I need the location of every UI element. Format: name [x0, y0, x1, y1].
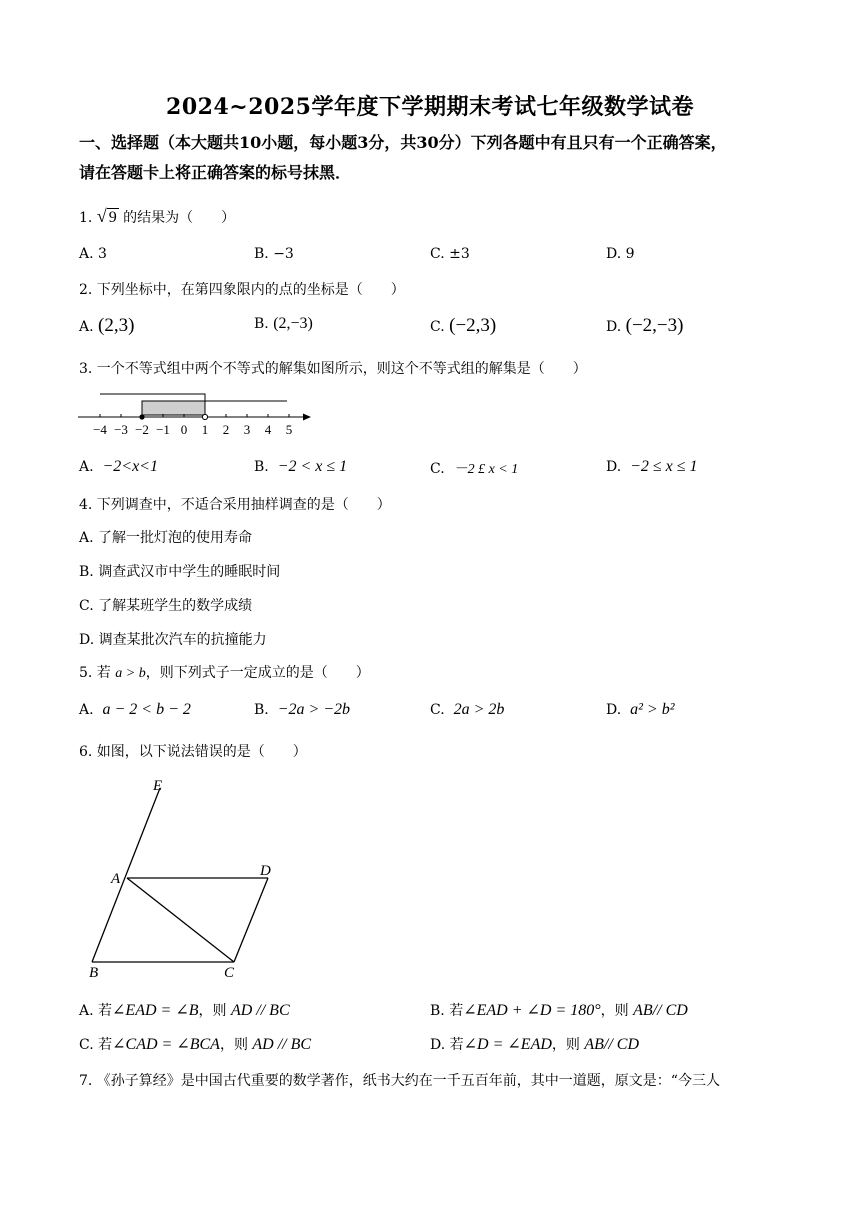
q4-option-c: C. 了解某班学生的数学成绩 [79, 598, 253, 614]
number-line-tick-label: 2 [222, 422, 230, 437]
number-line-tick-label: −4 [93, 422, 107, 437]
number-line-tick-label: 3 [243, 422, 251, 437]
q3-option-c: C. －2 £ x < 1 [430, 461, 519, 477]
point-label-d: D [260, 863, 271, 879]
number-line-tick-label: −1 [156, 422, 170, 437]
q4-option-a: A. 了解一批灯泡的使用寿命 [79, 530, 253, 546]
question-4: 4. 下列调查中，不适合采用抽样调查的是（ ） [79, 497, 391, 513]
q2-option-b: B. (2,−3) [254, 315, 313, 332]
q6-option-c: C. 若∠CAD = ∠BCA，则 AD // BC [79, 1036, 312, 1053]
q4-option-d: D. 调查某批次汽车的抗撞能力 [79, 632, 267, 648]
q3-option-b: B. −2 < x ≤ 1 [254, 458, 348, 475]
q6-option-d: D. 若∠D = ∠EAD，则 AB// CD [430, 1036, 640, 1053]
open-point-1 [202, 414, 207, 419]
section-heading [79, 128, 789, 188]
question-5: 5. 若 a > b，则下列式子一定成立的是（ ） [79, 665, 370, 681]
q5-option-a: A. a − 2 < b − 2 [79, 701, 191, 718]
q4-option-b: B. 调查武汉市中学生的睡眠时间 [79, 564, 281, 580]
point-label-a: A [111, 871, 121, 887]
q5-option-c: C. 2a > 2b [430, 701, 505, 718]
q1-option-c: C. ±3 [430, 246, 470, 262]
question-1 [79, 206, 235, 227]
point-label-c: C [224, 965, 235, 981]
question-1-number: 1. [79, 210, 93, 226]
segment-dc [234, 878, 268, 962]
number-line-tick-label: 5 [285, 422, 293, 437]
axis-arrow-icon [303, 414, 311, 421]
number-line-tick-label: −2 [135, 422, 149, 437]
sqrt-expression: √ 9 [96, 206, 117, 226]
segment-ac [127, 878, 234, 962]
q6-option-a: A. 若∠EAD = ∠B，则 AD // BC [79, 1002, 290, 1019]
q3-option-d: D. −2 ≤ x ≤ 1 [606, 458, 698, 475]
question-3: 3. 一个不等式组中两个不等式的解集如图所示，则这个不等式组的解集是（ ） [79, 361, 587, 377]
q1-option-a: A. 3 [79, 246, 107, 262]
question-6: 6. 如图，以下说法错误的是（ ） [79, 744, 307, 760]
question-2: 2. 下列坐标中，在第四象限内的点的坐标是（ ） [79, 282, 405, 298]
number-line-tick-label: 0 [180, 422, 188, 437]
q6-option-b: B. 若∠EAD + ∠D = 180°，则 AB// CD [430, 1002, 688, 1019]
q2-option-c: C. (−2,3) [430, 315, 497, 336]
geometry-figure [80, 772, 290, 982]
number-line-tick-label: −3 [114, 422, 128, 437]
q5-option-d: D. a² > b² [606, 701, 675, 718]
q2-option-d: D. (−2,−3) [606, 315, 684, 336]
section-heading-line-1: 一、选择题（本大题共10小题，每小题3分，共30分）下列各题中有且只有一个正确答案， [79, 133, 727, 152]
q3-option-a: A. −2<x<1 [79, 458, 158, 475]
q5-option-b: B. −2a > −2b [254, 701, 351, 718]
question-7: 7. 《孙子算经》是中国古代重要的数学著作，纸书大约在一千五百年前，其中一道题，原文是：“今三人 [79, 1073, 720, 1089]
number-line-tick-label: 4 [264, 422, 272, 437]
number-line-figure [75, 390, 320, 440]
q1-option-b: B. −3 [254, 246, 294, 262]
section-heading-line-2: 请在答题卡上将正确答案的标号抹黑． [79, 163, 352, 182]
number-line-tick-label: 1 [201, 422, 209, 437]
point-label-b: B [89, 965, 99, 981]
point-label-e: E [153, 778, 163, 794]
ray-ae [92, 788, 160, 962]
q2-option-a: A. (2,3) [79, 315, 135, 336]
question-1-stem: 的结果为（ ） [123, 210, 236, 226]
page-title: 2024~2025学年度下学期期末考试七年级数学试卷 [166, 94, 694, 120]
shaded-region [142, 401, 205, 415]
q1-option-d: D. 9 [606, 246, 635, 262]
sqrt-radicand: 9 [108, 209, 117, 226]
solid-point-minus-2 [139, 414, 144, 419]
